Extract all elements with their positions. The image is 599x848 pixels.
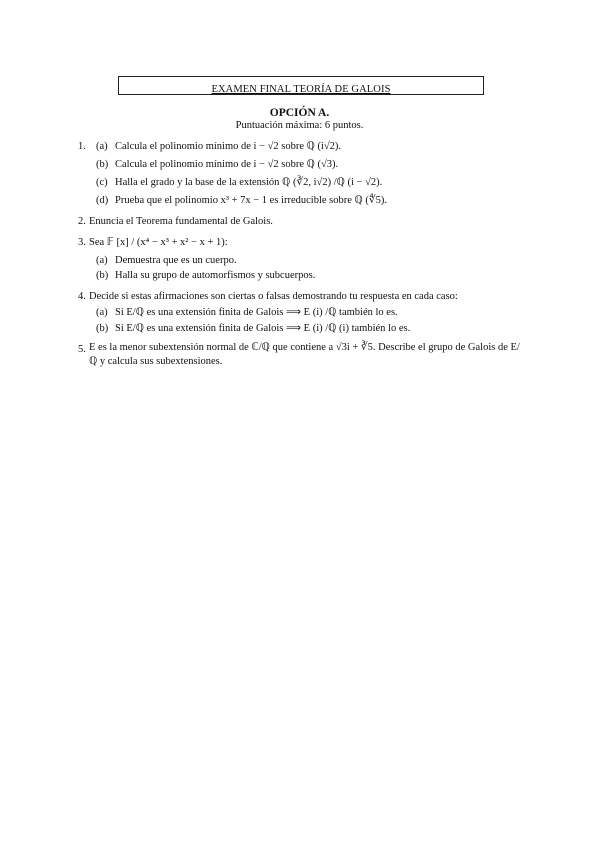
part-label: (c): [96, 177, 108, 188]
question-number: 4.: [78, 291, 86, 302]
part-label: (a): [96, 255, 108, 266]
part-text: Halla su grupo de automorfismos y subcuerpos.: [115, 270, 316, 281]
question-text: Decide si estas afirmaciones son ciertas o falsas demostrando tu respuesta en cada caso:: [89, 291, 458, 302]
part-label: (b): [96, 159, 109, 170]
part-text: Calcula el polinomio mínimo de i − √2 sobre ℚ (i√2).: [115, 141, 342, 152]
max-score: Puntuación máxima: 6 puntos.: [235, 120, 364, 131]
part-label: (b): [96, 270, 109, 281]
part-label: (a): [96, 141, 108, 152]
question-text: Enuncia el Teorema fundamental de Galois.: [89, 216, 273, 227]
part-text: Si E/ℚ es una extensión finita de Galois ⟹ E (i) /ℚ también lo es.: [115, 307, 398, 318]
question-number: 5.: [78, 344, 86, 355]
part-text: Halla el grado y la base de la extensión ℚ (∛2, i√2) /ℚ (i − √2).: [115, 177, 383, 188]
question-text: E es la menor subextensión normal de ℂ/ℚ que contiene a √3i + ∛5. Describe el grupo de Galois de E/ℚ y calcula sus subextensiones.: [89, 342, 520, 367]
question-number: 2.: [78, 216, 86, 227]
part-label: (a): [96, 307, 108, 318]
title-box: [118, 76, 484, 95]
question-text: Sea 𝔽 [x] / (x⁴ − x³ + x² − x + 1):: [89, 237, 228, 248]
part-label: (d): [96, 195, 109, 206]
option-heading: OPCIÓN A.: [269, 107, 330, 119]
question-number: 1.: [78, 141, 86, 152]
part-text: Calcula el polinomio mínimo de i − √2 sobre ℚ (√3).: [115, 159, 339, 170]
part-text: Demuestra que es un cuerpo.: [115, 255, 237, 266]
part-text: Prueba que el polinomio x³ + 7x − 1 es irreducible sobre ℚ (∜5).: [115, 195, 387, 206]
exam-title: EXAMEN FINAL TEORÍA DE GALOIS: [211, 84, 391, 95]
part-label: (b): [96, 323, 109, 334]
question-5: [89, 341, 524, 369]
question-number: 3.: [78, 237, 86, 248]
part-text: Si E/ℚ es una extensión finita de Galois ⟹ E (i) /ℚ (i) también lo es.: [115, 323, 411, 334]
